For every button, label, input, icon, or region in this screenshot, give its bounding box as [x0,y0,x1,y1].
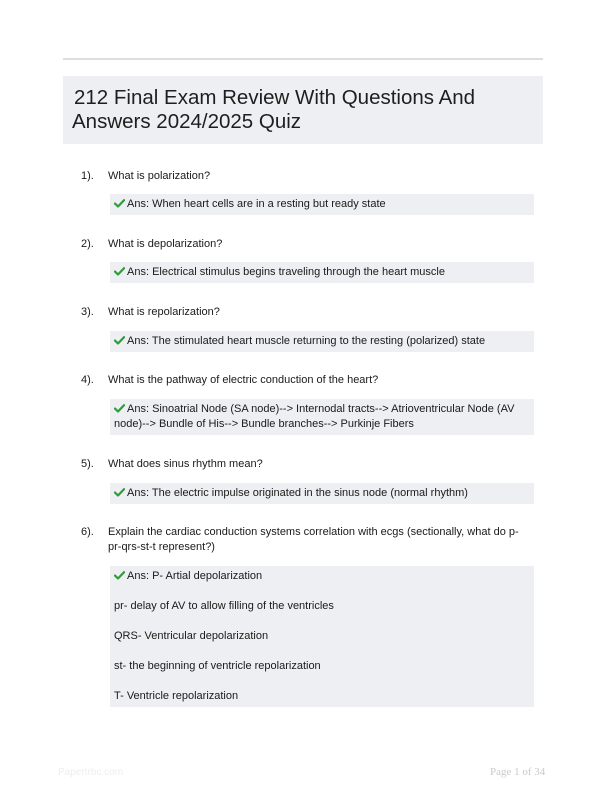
answer-box [110,483,534,504]
top-divider [63,58,543,60]
check-icon [114,267,125,276]
question-text: What does sinus rhythm mean? [108,458,263,470]
check-icon [114,336,125,345]
answer-text: Ans: P- Artial depolarization [127,570,263,582]
page-title-line-2: Answers 2024/2025 Quiz [72,110,302,133]
answer-box [110,262,534,283]
answer-box [110,331,534,352]
answer-box [110,399,534,435]
check-icon [114,404,125,413]
question-text: What is repolarization? [108,306,220,318]
answer-text: Ans: Electrical stimulus begins traveling through the heart muscle [127,266,445,278]
question-number: 6). [81,526,94,538]
question-text: Explain the cardiac conduction systems correlation with ecgs (sectionally, what do p-pr-qrs-st-t represent?) [108,526,519,553]
check-icon [114,199,125,208]
page-title-line-1: 212 Final Exam Review With Questions And [74,86,476,109]
answer-text: T- Ventricle repolarization [114,690,239,702]
answer-text: Ans: When heart cells are in a resting but ready state [127,198,386,210]
title-banner [63,76,543,144]
check-icon [114,488,125,497]
question-number: 4). [81,374,94,386]
answer-box [110,194,534,215]
question-number: 1). [81,170,94,182]
question-number: 5). [81,458,94,470]
answer-text: Ans: The electric impulse originated in the sinus node (normal rhythm) [127,487,468,499]
answer-box [110,566,534,707]
answer-text: pr- delay of AV to allow filling of the ventricles [114,600,334,612]
page-title [72,86,533,134]
answer-text: Ans: The stimulated heart muscle returning to the resting (polarized) state [127,335,486,347]
question-text: What is polarization? [108,170,211,182]
answer-text: Ans: Sinoatrial Node (SA node)--> Internodal tracts--> Atrioventricular Node (AV node)--> Bundle of His--> Bundle branches--> Purkinje Fibers [114,403,515,430]
question-number: 3). [81,306,94,318]
question-number: 2). [81,238,94,250]
check-icon [114,571,125,580]
question-text: What is the pathway of electric conduction of the heart? [108,374,379,386]
page-indicator: Page 1 of 34 [490,766,546,778]
question-text: What is depolarization? [108,238,223,250]
answer-text: st- the beginning of ventricle repolarization [114,660,321,672]
footer-watermark: Papertrbc.com [58,767,124,778]
answer-text: QRS- Ventricular depolarization [114,630,269,642]
